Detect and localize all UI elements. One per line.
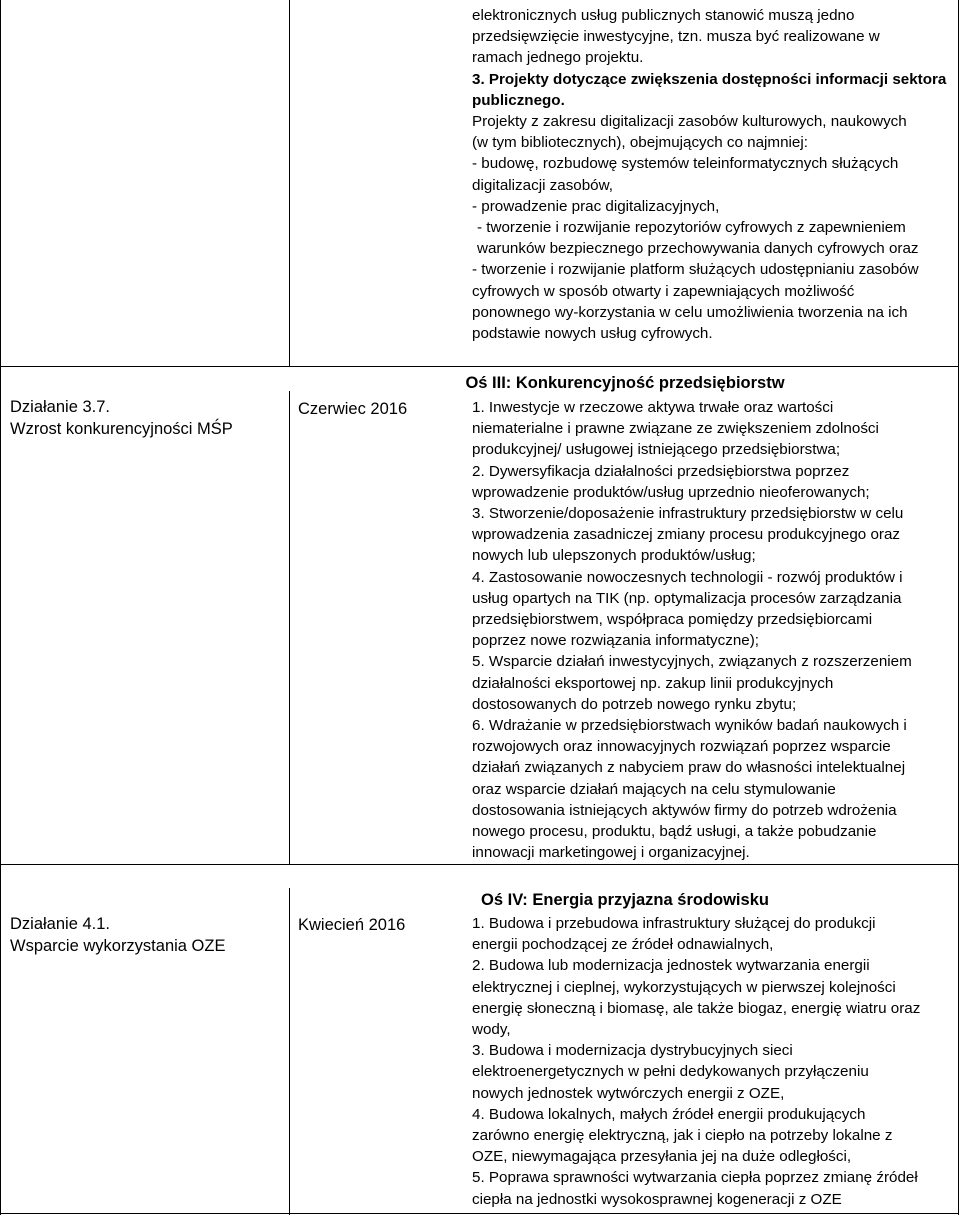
text-line: wprowadzenie produktów/usług uprzednio nieoferowanych; xyxy=(472,483,870,501)
text-line: dostosowanych do potrzeb nowego rynku zbytu; xyxy=(472,695,797,713)
table-border-line xyxy=(289,0,290,366)
axis4-date: Kwiecień 2016 xyxy=(298,916,406,934)
text-line: 3. Budowa i modernizacja dystrybucyjnych sieci xyxy=(472,1042,793,1060)
text-line: 6. Wdrażanie w przedsiębiorstwach wyników badań naukowych i xyxy=(472,717,907,735)
text-line: nowych jednostek wytwórczych energii z OZE, xyxy=(472,1084,785,1102)
text-line: podstawie nowych usług cyfrowych. xyxy=(472,325,713,343)
text-line: Projekty z zakresu digitalizacji zasobów kulturowych, naukowych xyxy=(472,113,907,131)
text-line: działań związanych z nabyciem praw do własności intelektualnej xyxy=(472,759,906,777)
text-line: 4. Budowa lokalnych, małych źródeł energii produkujących xyxy=(472,1105,866,1123)
text-line: elektrycznej i cieplnej, wykorzystujących w pierwszej kolejności xyxy=(472,978,896,996)
table-border-line xyxy=(0,864,959,865)
text-line: digitalizacji zasobów, xyxy=(472,176,613,194)
text-line: rozwojowych oraz innowacyjnych rozwiązań poprzez wsparcie xyxy=(472,738,891,756)
text-line: nowego procesu, produktu, bądź usługi, a także pobudzanie xyxy=(472,823,877,841)
text-line: OZE, niewymagająca przesyłania jej na duże odległości, xyxy=(472,1148,852,1166)
table-border-line xyxy=(289,391,290,864)
text-line: 1. Inwestycje w rzeczowe aktywa trwałe oraz wartości xyxy=(472,399,834,416)
text-line: publicznego. xyxy=(472,91,565,109)
axis4-action-name: Wsparcie wykorzystania OZE xyxy=(10,937,226,955)
text-line: przedsiębiorstwem, współpraca pomiędzy przedsiębiorcami xyxy=(472,611,873,629)
table-border-line xyxy=(0,0,1,1215)
text-line: energię słoneczną i biomasę, ale także biogaz, energię wiatru oraz xyxy=(472,999,921,1017)
text-line: - budowę, rozbudowę systemów teleinformatycznych służących xyxy=(472,155,899,173)
text-line: przedsięwzięcie inwestycyjne, tzn. musza być realizowane w xyxy=(472,28,880,46)
text-line: wody, xyxy=(472,1021,511,1039)
text-line: elektronicznych usług publicznych stanowić muszą jedno xyxy=(472,7,855,24)
text-line: ponownego wy-korzystania w celu umożliwienia tworzenia na ich xyxy=(472,303,908,321)
text-line: elektroenergetycznych w pełni dedykowanych przyłączeniu xyxy=(472,1063,869,1081)
axis3-action xyxy=(10,396,280,440)
axis4-action-number: Działanie 4.1. xyxy=(10,915,110,933)
text-line: usług opartych na TIK (np. optymalizacja procesów zarządzania xyxy=(472,589,902,607)
axis3-action-name: Wzrost konkurencyjności MŚP xyxy=(10,420,233,438)
axis4-description xyxy=(472,913,956,1210)
text-line: produkcyjnej/ usługowej istniejącego przedsiębiorstwa; xyxy=(472,441,841,459)
text-line: 5. Wsparcie działań inwestycyjnych, związanych z rozszerzeniem xyxy=(472,653,912,671)
axis3-title: Oś III: Konkurencyjność przedsiębiorstw xyxy=(465,374,785,392)
table-border-line xyxy=(0,366,959,367)
text-line: innowacji marketingowej i organizacyjnej. xyxy=(472,844,750,862)
text-line: ciepła na jednostki wysokosprawnej kogeneracji z OZE xyxy=(472,1190,842,1208)
axis3-description xyxy=(472,397,956,863)
text-line: poprzez nowe rozwiązania informatyczne); xyxy=(472,632,760,650)
table-border-line xyxy=(958,0,959,1215)
text-line: wprowadzenia zasadniczej zmiany procesu produkcyjnego oraz xyxy=(472,526,901,544)
text-line: - tworzenie i rozwijanie platform służących udostępnianiu zasobów xyxy=(472,261,919,279)
text-line: działalności eksportowej np. zakup linii produkcyjnych xyxy=(472,674,834,692)
text-line: 5. Poprawa sprawności wytwarzania ciepła poprzez zmianę źródeł xyxy=(472,1169,918,1187)
axis4-title: Oś IV: Energia przyjazna środowisku xyxy=(481,891,769,909)
text-line: 4. Zastosowanie nowoczesnych technologii - rozwój produktów i xyxy=(472,568,903,586)
text-line: - tworzenie i rozwijanie repozytoriów cyfrowych z zapewnieniem xyxy=(477,219,906,237)
text-line: (w tym bibliotecznych), obejmujących co najmniej: xyxy=(472,134,808,152)
axis3-action-number: Działanie 3.7. xyxy=(10,398,110,416)
text-line: - prowadzenie prac digitalizacyjnych, xyxy=(472,197,720,215)
table-border-line xyxy=(0,1213,959,1214)
text-line: 2. Budowa lub modernizacja jednostek wytwarzania energii xyxy=(472,957,870,975)
text-line: 2. Dywersyfikacja działalności przedsiębiorstwa poprzez xyxy=(472,462,850,480)
text-line: 3. Projekty dotyczące zwiększenia dostępności informacji sektora xyxy=(472,70,947,88)
axis4-action xyxy=(10,913,280,957)
axis3-date: Czerwiec 2016 xyxy=(298,400,408,418)
text-line: energii pochodzącej ze źródeł odnawialnych, xyxy=(472,936,774,954)
text-line: oraz wsparcie działań mających na celu stymulowanie xyxy=(472,780,836,798)
text-line: dostosowania istniejących aktywów firmy do potrzeb wdrożenia xyxy=(472,801,897,819)
text-line: 3. Stworzenie/doposażenie infrastruktury przedsiębiorstw w celu xyxy=(472,505,904,523)
text-line: niematerialne i prawne związane ze zwiększeniem zdolności xyxy=(472,420,879,438)
text-line: nowych lub ulepszonych produktów/usług; xyxy=(472,547,756,565)
text-line: ramach jednego projektu. xyxy=(472,49,644,67)
text-line: cyfrowych w sposób otwarty i zapewniających możliwość xyxy=(472,282,855,300)
text-line: warunków bezpiecznego przechowywania danych cyfrowych oraz xyxy=(477,240,919,258)
text-line: zarówno energię elektryczną, jak i ciepło na potrzeby lokalne z xyxy=(472,1127,893,1145)
top-section-text xyxy=(472,5,956,344)
table-border-line xyxy=(289,888,290,1215)
text-line: 1. Budowa i przebudowa infrastruktury służącej do produkcji xyxy=(472,915,876,932)
